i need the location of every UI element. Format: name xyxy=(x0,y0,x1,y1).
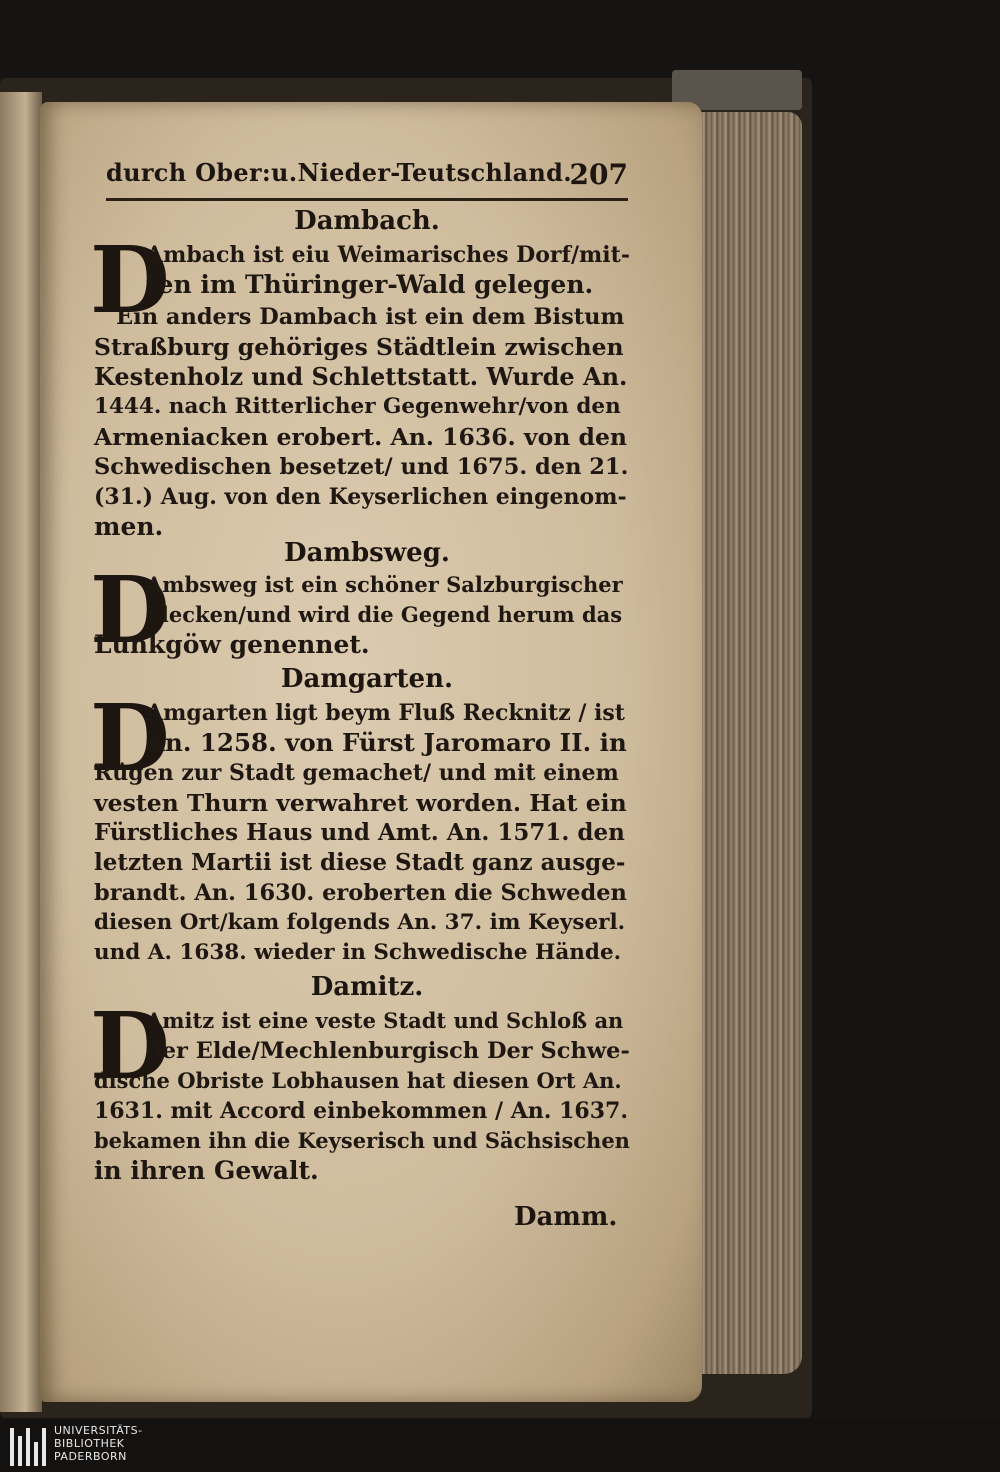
text-line: bekamen ihn die Keyserisch und Sächsischen xyxy=(94,1128,630,1153)
text-line: Flecken/und wird die Gegend herum das xyxy=(146,602,623,627)
text-line: Ambsweg ist ein schöner Salzburgischer xyxy=(146,572,623,597)
text-line: dische Obriste Lobhausen hat diesen Ort An. xyxy=(94,1068,622,1093)
text-line: Straßburg gehöriges Städtlein zwischen xyxy=(94,333,624,361)
library-name-line: UNIVERSITÄTS- xyxy=(54,1424,143,1437)
entry-heading: Dambach. xyxy=(294,206,440,236)
text-line: An. 1258. von Fürst Jaromaro II. in xyxy=(146,728,627,757)
text-line: brandt. An. 1630. eroberten die Schweden xyxy=(94,880,627,906)
text-line: diesen Ort/kam folgends An. 37. im Keyserl. xyxy=(94,910,626,935)
text-line: letzten Martii ist diese Stadt ganz ausge- xyxy=(94,849,626,876)
text-line: men. xyxy=(94,512,164,541)
library-name xyxy=(54,1424,143,1463)
entry-heading: Damitz. xyxy=(310,972,424,1002)
library-footer xyxy=(0,1420,1000,1472)
drop-initial: D xyxy=(90,556,170,664)
running-head-title: durch Ober:u.Nieder-Teutschland. xyxy=(106,158,572,187)
text-line: ten im Thüringer-Wald gelegen. xyxy=(146,270,594,299)
text-line: (31.) Aug. von den Keyserlichen eingenom- xyxy=(94,484,627,510)
text-line: Rügen zur Stadt gemachet/ und mit einem xyxy=(94,760,619,786)
library-name-line: PADERBORN xyxy=(54,1450,127,1463)
page-block-edges xyxy=(690,112,802,1374)
text-line: 1444. nach Ritterlicher Gegenwehr/von den xyxy=(94,394,621,419)
catchword: Damm. xyxy=(514,1202,618,1232)
library-logo-icon xyxy=(10,1428,46,1466)
entry-heading: Damgarten. xyxy=(280,664,454,694)
entry-heading: Dambsweg. xyxy=(284,538,450,568)
text-line: Lunkgöw genennet. xyxy=(94,630,370,659)
text-line: der Elde/Mechlenburgisch Der Schwe- xyxy=(146,1038,630,1064)
text-line: Amitz ist eine veste Stadt und Schloß an xyxy=(146,1008,624,1033)
text-line: Schwedischen besetzet/ und 1675. den 21. xyxy=(94,454,629,480)
head-rule xyxy=(106,198,628,201)
facing-page-edge xyxy=(0,92,42,1412)
text-line: Ambach ist eiu Weimarisches Dorf/mit- xyxy=(146,242,630,268)
text-line: Ein anders Dambach ist ein dem Bistum xyxy=(116,304,625,330)
drop-initial: D xyxy=(90,684,170,792)
text-line: Kestenholz und Schlettstatt. Wurde An. xyxy=(94,362,628,391)
page-number: 207 xyxy=(569,158,628,191)
text-line: vesten Thurn verwahret worden. Hat ein xyxy=(94,789,627,817)
library-name-line: BIBLIOTHEK xyxy=(54,1437,125,1450)
drop-initial: D xyxy=(90,992,170,1100)
text-line: Fürstliches Haus und Amt. An. 1571. den xyxy=(94,819,625,846)
text-line: in ihren Gewalt. xyxy=(94,1156,319,1185)
text-line: Armeniacken erobert. An. 1636. von den xyxy=(94,423,627,451)
text-line: Amgarten ligt beym Fluß Recknitz / ist xyxy=(146,700,625,726)
running-head xyxy=(106,156,628,200)
text-line: 1631. mit Accord einbekommen / An. 1637. xyxy=(94,1098,628,1124)
text-line: und A. 1638. wieder in Schwedische Hände. xyxy=(94,940,622,965)
drop-initial: D xyxy=(90,226,170,334)
